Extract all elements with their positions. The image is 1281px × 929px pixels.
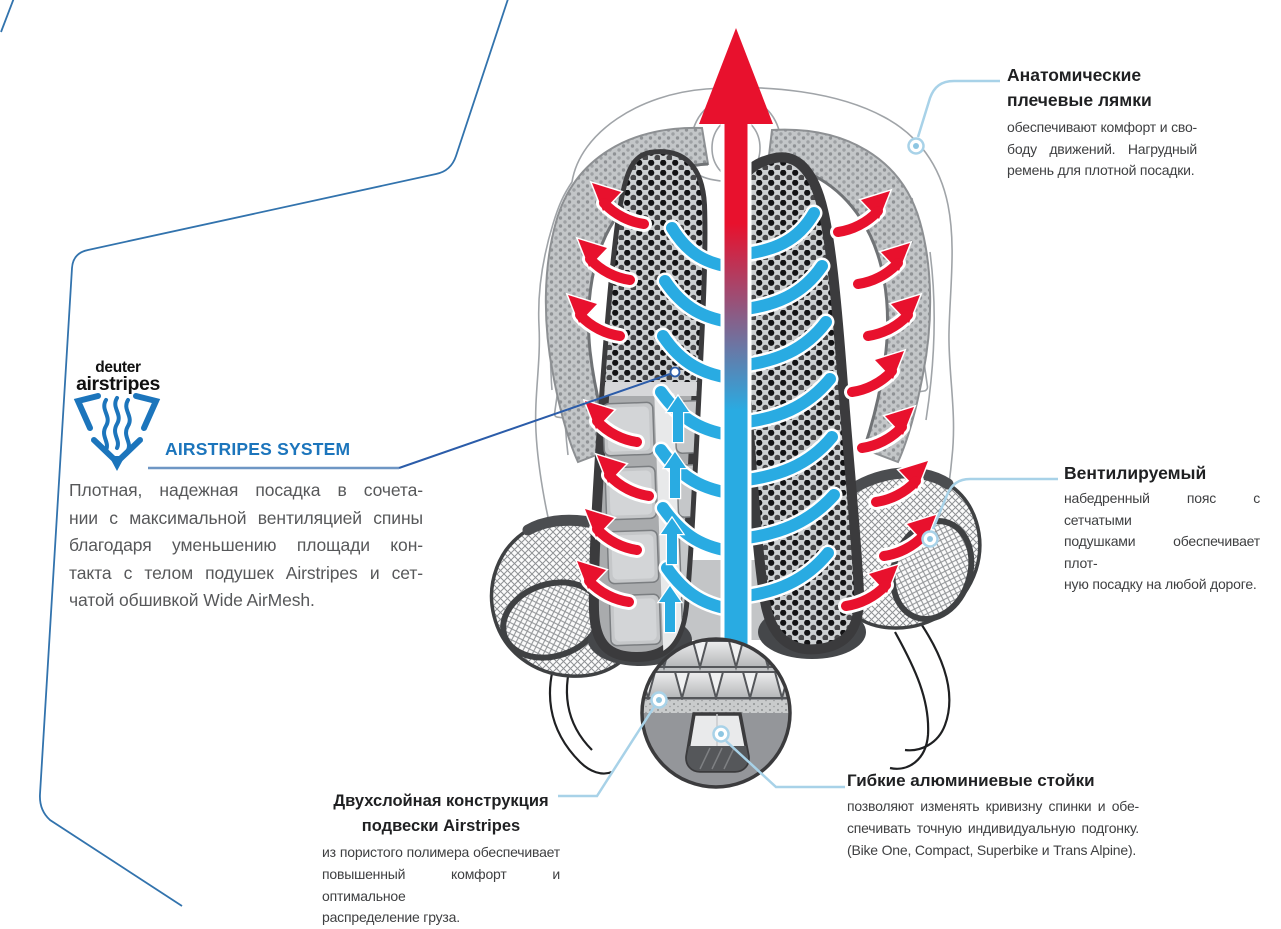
stays-callout-dot	[714, 727, 729, 742]
hip-belt-callout	[1064, 461, 1260, 596]
aluminium-stays-heading: Гибкие алюминиевые стойки	[847, 771, 1095, 790]
hip-belt-heading: Вентилируемый	[1064, 463, 1207, 483]
shoulder-straps-description: обеспечивают комфорт и сво- боду движений. Нагрудный ремень для плотной посадки.	[1007, 119, 1197, 179]
airstripes-system-heading: AIRSTRIPES SYSTEM	[165, 439, 351, 459]
airstripes-callout-dot	[671, 368, 680, 377]
hip-belt-description: набедренный пояс с сетчатыми подушками обеспечивает плот- ную посадку на любой дороге.	[1064, 490, 1260, 592]
hip-callout-dot	[923, 532, 938, 547]
aluminium-stays-callout	[847, 769, 1139, 861]
logo-product-text: airstripes	[76, 373, 160, 395]
aluminium-stays-description: позволяют изменять кривизну спинки и обе- спечивать точную индивидуальную подгонку. (Bike One, Compact, Superbike и Trans Alpine).	[847, 798, 1139, 858]
airstripes-system-description: Плотная, надежная посадка в сочета- нии с максимальной вентиляцией спины благодаря уменьшению площади кон- такта с телом подушек Airstripes и сет- чатой обшивкой Wide AirMesh.	[69, 480, 423, 611]
shoulder-straps-heading: Анатомические плечевые лямки	[1007, 65, 1152, 110]
airstripes-logo-icon	[70, 394, 166, 474]
suspension-callout-dot	[652, 693, 667, 708]
logo-brand-text: deuter	[95, 359, 141, 376]
shoulder-callout-line	[918, 81, 1000, 137]
suspension-heading: Двухслойная конструкция подвески Airstripes	[333, 792, 549, 835]
deuter-airstripes-logo	[70, 360, 166, 479]
suspension-description: из пористого полимера обеспечивает повышенный комфорт и оптимальное распределение груза.	[322, 844, 560, 926]
shoulder-callout-dot	[909, 139, 924, 154]
aluminium-stay-cross-section	[687, 714, 748, 771]
shoulder-straps-callout	[1007, 63, 1197, 182]
suspension-callout	[322, 789, 560, 929]
